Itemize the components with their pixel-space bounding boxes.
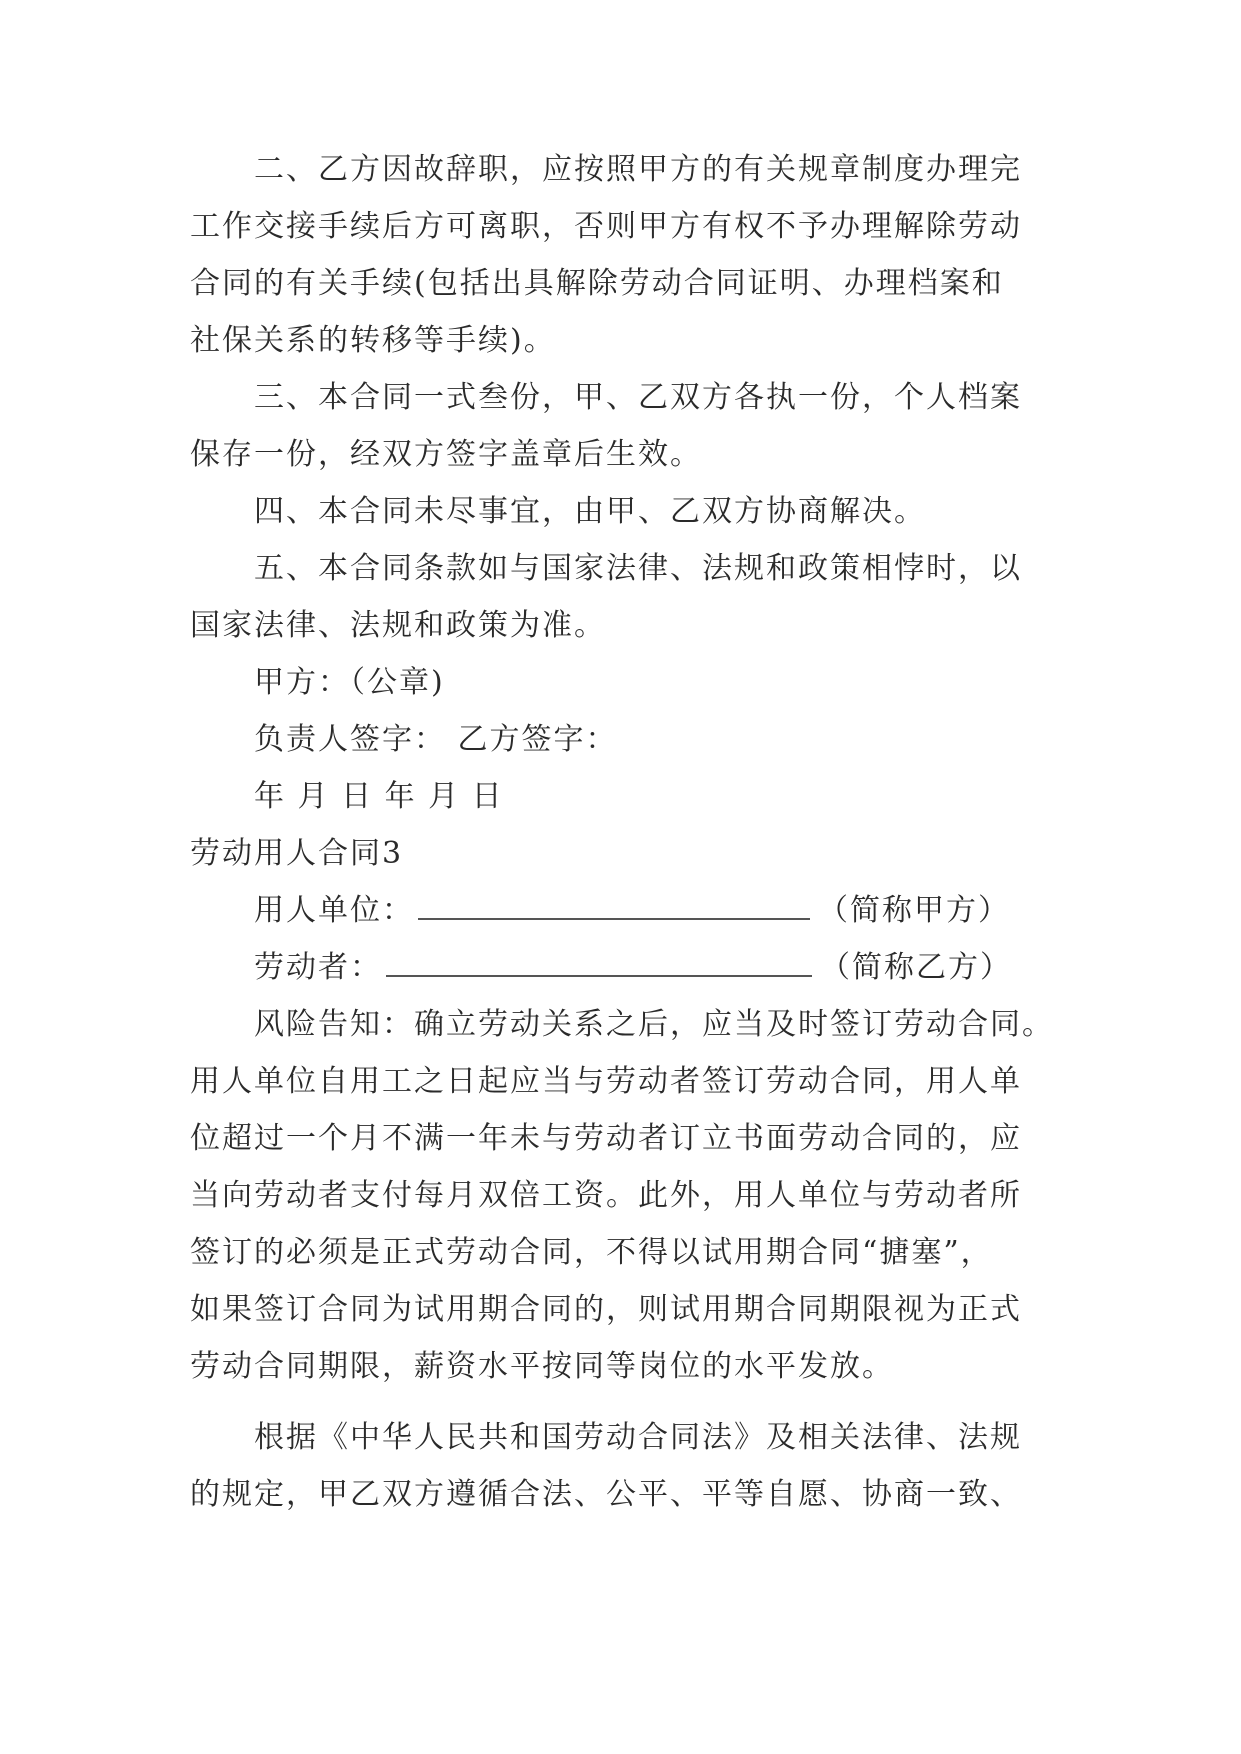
risk-notice-line-1: 风险告知：确立劳动关系之后，应当及时签订劳动合同。 — [254, 1007, 1054, 1042]
paragraph-2-line-4: 社保关系的转移等手续)。 — [190, 323, 556, 358]
employer-label: 用人单位： — [254, 893, 414, 928]
employer-suffix: （简称甲方） — [818, 893, 1010, 928]
worker-suffix: （简称乙方） — [820, 950, 1012, 985]
paragraph-2-line-2: 工作交接手续后方可离职，否则甲方有权不予办理解除劳动 — [190, 209, 1022, 244]
paragraph-2-line-1: 二、乙方因故辞职，应按照甲方的有关规章制度办理完 — [254, 152, 1022, 187]
paragraph-4: 四、本合同未尽事宜，由甲、乙双方协商解决。 — [254, 494, 926, 529]
worker-label: 劳动者： — [254, 950, 382, 985]
risk-notice-line-4: 当向劳动者支付每月双倍工资。此外，用人单位与劳动者所 — [190, 1178, 1022, 1213]
party-a-seal: 甲方：（公章) — [254, 665, 445, 700]
section-title: 劳动用人合同3 — [190, 836, 404, 871]
basis-line-2: 的规定，甲乙双方遵循合法、公平、平等自愿、协商一致、 — [190, 1477, 1022, 1512]
risk-notice-line-3: 位超过一个月不满一年未与劳动者订立书面劳动合同的，应 — [190, 1121, 1022, 1156]
risk-notice-line-6: 如果签订合同为试用期合同的，则试用期合同期限视为正式 — [190, 1292, 1022, 1327]
basis-line-1: 根据《中华人民共和国劳动合同法》及相关法律、法规 — [254, 1420, 1022, 1455]
paragraph-5-line-2: 国家法律、法规和政策为准。 — [190, 608, 606, 643]
risk-notice-line-7: 劳动合同期限，薪资水平按同等岗位的水平发放。 — [190, 1349, 894, 1384]
paragraph-2-line-3: 合同的有关手续(包括出具解除劳动合同证明、办理档案和 — [190, 266, 1004, 301]
paragraph-3-line-2: 保存一份，经双方签字盖章后生效。 — [190, 437, 702, 472]
risk-notice-line-2: 用人单位自用工之日起应当与劳动者签订劳动合同，用人单 — [190, 1064, 1022, 1099]
risk-notice-line-5: 签订的必须是正式劳动合同，不得以试用期合同“搪塞”， — [190, 1235, 993, 1270]
employer-field-line — [254, 891, 1010, 931]
date-line: 年 月 日 年 月 日 — [254, 779, 504, 814]
signature-line: 负责人签字： 乙方签字： — [254, 722, 618, 757]
paragraph-5-line-1: 五、本合同条款如与国家法律、法规和政策相悖时，以 — [254, 551, 1022, 586]
worker-field-line — [254, 948, 1012, 988]
employer-blank — [418, 892, 810, 920]
paragraph-3-line-1: 三、本合同一式叁份，甲、乙双方各执一份，个人档案 — [254, 380, 1022, 415]
worker-blank — [386, 949, 812, 977]
